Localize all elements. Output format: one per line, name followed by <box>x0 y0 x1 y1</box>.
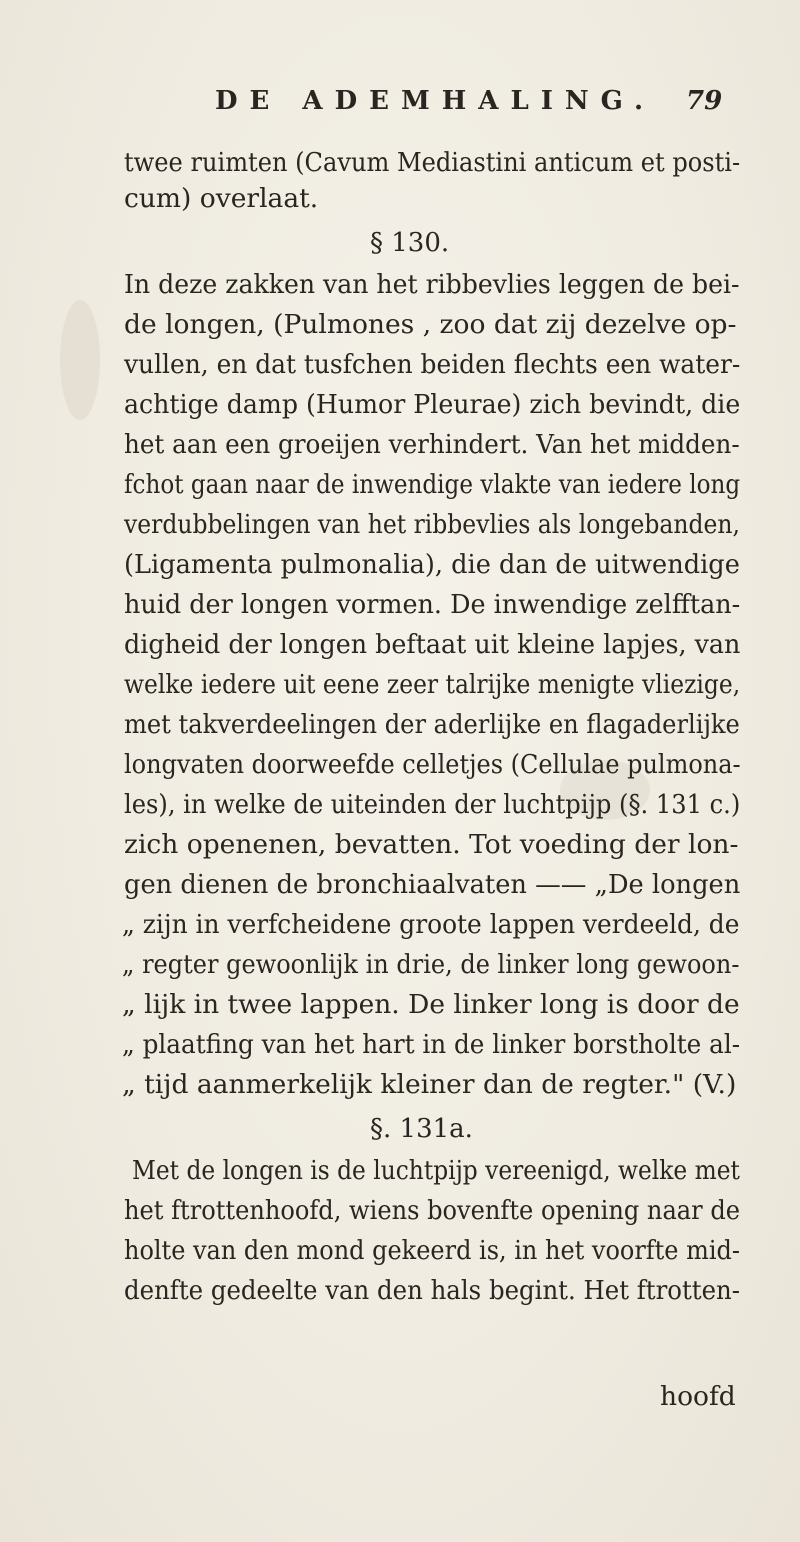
text-line: holte van den mond gekeerd is, in het voorfte mid- <box>124 1235 740 1266</box>
text-line: fchot gaan naar de inwendige vlakte van iedere long <box>124 469 741 500</box>
text-line: huid der longen vormen. De inwendige zelfftan- <box>124 589 741 620</box>
page-header <box>0 86 800 126</box>
text-line: gen dienen de bronchiaalvaten —— „De longen <box>124 869 741 900</box>
text-line: de longen, (Pulmones , zoo dat zij dezelve op- <box>124 309 737 340</box>
text-line: verdubbelingen van het ribbevlies als longebanden, <box>124 509 740 540</box>
quote-line: „ lijk in twee lappen. De linker long is door de <box>122 989 740 1020</box>
text-line: Met de longen is de luchtpijp vereenigd, welke met <box>132 1155 740 1186</box>
text-line: les), in welke de uiteinden der luchtpijp (§. 131 c.) <box>124 789 741 820</box>
paper-stain <box>60 300 100 420</box>
text-line: met takverdeelingen der aderlijke en flagaderlijke <box>124 709 740 740</box>
text-line: denfte gedeelte van den hals begint. Het ftrotten- <box>124 1275 741 1306</box>
section-heading: §. 131a. <box>370 1114 473 1144</box>
text-line: digheid der longen beftaat uit kleine lapjes, van <box>124 629 741 660</box>
text-line: achtige damp (Humor Pleurae) zich bevindt, die <box>124 389 741 420</box>
text-line: het ftrottenhoofd, wiens bovenfte opening naar de <box>124 1195 741 1226</box>
text-line: (Ligamenta pulmonalia), die dan de uitwendige <box>124 549 740 580</box>
quote-line: „ plaatfing van het hart in de linker borstholte al- <box>122 1029 741 1060</box>
section-heading: § 130. <box>370 228 450 258</box>
catchword: hoofd <box>660 1381 736 1412</box>
text-line: longvaten doorweefde celletjes (Cellulae pulmona- <box>124 749 741 780</box>
text-line: In deze zakken van het ribbevlies leggen de bei- <box>124 269 740 300</box>
page-number: 79 <box>686 86 723 116</box>
running-title: DE ADEMHALING. <box>215 86 656 116</box>
text-line: welke iedere uit eene zeer talrijke menigte vliezige, <box>124 669 741 700</box>
text-line: zich openenen, bevatten. Tot voeding der lon- <box>124 829 739 860</box>
quote-line: „ zijn in verfcheidene groote lappen verdeeld, de <box>122 909 740 940</box>
text-line: vullen, en dat tusfchen beiden flechts een water- <box>124 349 741 380</box>
quote-line: „ tijd aanmerkelijk kleiner dan de regter." (V.) <box>122 1069 737 1100</box>
text-line: het aan een groeijen verhindert. Van het midden- <box>124 429 740 460</box>
text-line: twee ruimten (Cavum Mediastini anticum et posti- <box>124 147 741 178</box>
quote-line: „ regter gewoonlijk in drie, de linker long gewoon- <box>122 949 740 980</box>
text-line: cum) overlaat. <box>124 183 319 214</box>
